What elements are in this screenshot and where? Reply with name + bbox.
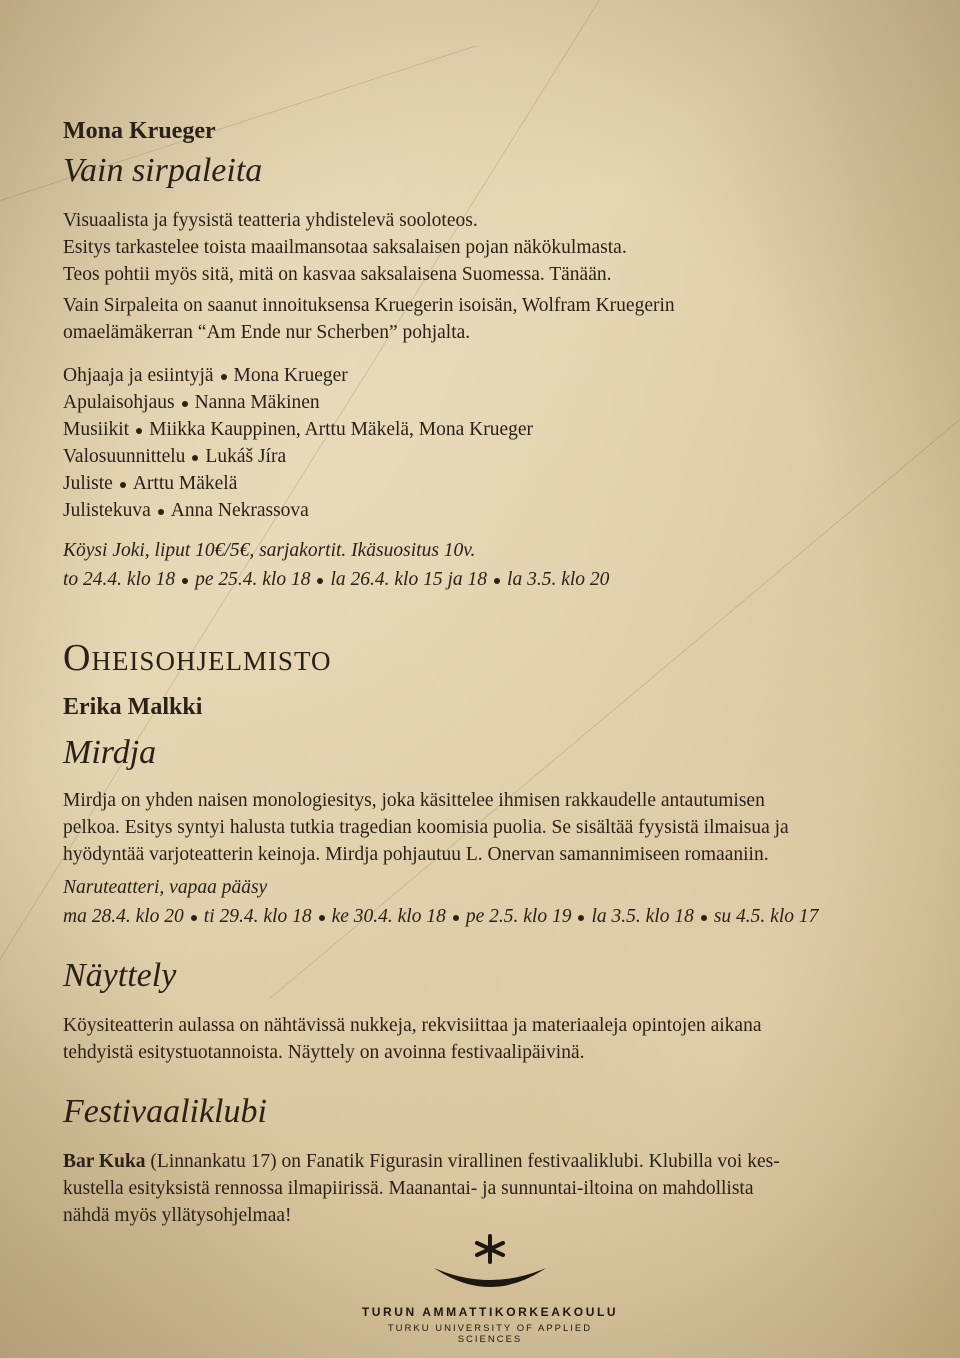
date-item: pe 25.4. klo 18 <box>195 569 311 590</box>
club-text-line: kustella esityksistä rennossa ilmapiirissä. Maanantai- ja sunnuntai-iltoina on mahdollista <box>63 1178 754 1199</box>
credit-name: Nanna Mäkinen <box>194 392 320 413</box>
logo-name-en: TURKU UNIVERSITY OF APPLIED SCIENCES <box>387 1323 593 1345</box>
bullet-dot <box>317 578 323 584</box>
credit-name: Miikka Kauppinen, Arttu Mäkelä, Mona Krueger <box>149 419 534 440</box>
event1-title: Vain sirpaleita <box>63 152 263 189</box>
bullet-dot <box>319 915 325 921</box>
date-item: ti 29.4. klo 18 <box>203 906 312 927</box>
club-text-line: nähdä myös yllätysohjelmaa! <box>63 1205 292 1226</box>
poster-content <box>63 115 903 1229</box>
club-section <box>63 1090 903 1229</box>
credit-row <box>63 443 903 470</box>
date-item: pe 2.5. klo 19 <box>465 906 572 927</box>
date-item: la 26.4. klo 15 ja 18 <box>330 569 488 590</box>
event2-dates <box>63 903 903 930</box>
section-heading-oheisohjelmisto: Oheisohjelmisto <box>63 637 332 679</box>
date-item: la 3.5. klo 20 <box>507 569 610 590</box>
credit-role: Julistekuva <box>63 500 151 521</box>
event1-credits <box>63 362 903 524</box>
event2-description-line: pelkoa. Esitys syntyi halusta tutkia tragedian koomisia puolia. Se sisältää fyysistä ilmaisua ja <box>63 817 789 838</box>
date-item: ke 30.4. klo 18 <box>331 906 446 927</box>
event2-venue: Naruteatteri, vapaa pääsy <box>63 877 268 898</box>
turku-amk-logo <box>360 1232 620 1345</box>
event2-description-line: hyödyntää varjoteatterin keinoja. Mirdja pohjautuu L. Onervan samannimiseen romaaniin. <box>63 844 769 865</box>
credit-row <box>63 362 903 389</box>
event1-description-line: Visuaalista ja fyysistä teatteria yhdistelevä sooloteos. <box>63 210 478 231</box>
bullet-dot <box>136 428 142 434</box>
date-item: to 24.4. klo 18 <box>63 569 176 590</box>
bullet-dot <box>494 578 500 584</box>
credit-row <box>63 470 903 497</box>
exhibition-text-line: Köysiteatterin aulassa on nähtävissä nukkeja, rekvisiittaa ja materiaaleja opintojen aikana <box>63 1015 762 1036</box>
bullet-dot <box>158 509 164 515</box>
event2-artist: Erika Malkki <box>63 694 203 720</box>
event2-description-line: Mirdja on yhden naisen monologiesitys, joka käsittelee ihmisen rakkaudelle antautumisen <box>63 790 765 811</box>
club-title: Festivaaliklubi <box>63 1093 267 1130</box>
credit-role: Musiikit <box>63 419 130 440</box>
credit-name: Lukáš Jíra <box>205 446 287 467</box>
event2-title: Mirdja <box>63 734 157 771</box>
bullet-dot <box>191 915 197 921</box>
logo-name-fi: TURUN AMMATTIKORKEAKOULU <box>361 1305 619 1319</box>
bullet-dot <box>221 374 227 380</box>
date-item: ma 28.4. klo 20 <box>63 906 184 927</box>
bar-name: Bar Kuka <box>63 1151 146 1172</box>
credit-role: Valosuunnittelu <box>63 446 186 467</box>
exhibition-title: Näyttely <box>63 957 177 994</box>
event1-dates <box>63 566 903 593</box>
event1-venue: Köysi Joki, liput 10€/5€, sarjakortit. Ikäsuositus 10v. <box>63 540 476 561</box>
asterisk-smile-icon <box>420 1232 560 1296</box>
event1-description-line: Teos pohtii myös sitä, mitä on kasvaa saksalaisena Suomessa. Tänään. <box>63 264 612 285</box>
event-vain-sirpaleita <box>63 115 903 593</box>
event1-artist: Mona Krueger <box>63 118 216 144</box>
bullet-dot <box>120 482 126 488</box>
bullet-dot <box>578 915 584 921</box>
bullet-dot <box>182 578 188 584</box>
bullet-dot <box>701 915 707 921</box>
credit-row <box>63 416 903 443</box>
credit-role: Apulaisohjaus <box>63 392 175 413</box>
date-item: su 4.5. klo 17 <box>713 906 819 927</box>
bullet-dot <box>192 455 198 461</box>
event-mirdja <box>63 691 903 930</box>
credit-name: Arttu Mäkelä <box>132 473 238 494</box>
bullet-dot <box>453 915 459 921</box>
credit-name: Anna Nekrassova <box>170 500 309 521</box>
credit-role: Ohjaaja ja esiintyjä <box>63 365 214 386</box>
event1-inspiration-line: Vain Sirpaleita on saanut innoituksensa Kruegerin isoisän, Wolfram Kruegerin <box>63 295 675 316</box>
credit-name: Mona Krueger <box>233 365 348 386</box>
credit-row <box>63 389 903 416</box>
credit-row <box>63 497 903 524</box>
club-text-rest: (Linnankatu 17) on Fanatik Figurasin virallinen festivaaliklubi. Klubilla voi kes- <box>145 1151 780 1172</box>
club-text-line <box>63 1148 903 1175</box>
exhibition-section <box>63 954 903 1066</box>
credit-role: Juliste <box>63 473 113 494</box>
event1-description-line: Esitys tarkastelee toista maailmansotaa saksalaisen pojan näkökulmasta. <box>63 237 627 258</box>
exhibition-text-line: tehdyistä esitystuotannoista. Näyttely on avoinna festivaalipäivinä. <box>63 1042 585 1063</box>
event1-inspiration-line: omaelämäkerran “Am Ende nur Scherben” pohjalta. <box>63 322 471 343</box>
bullet-dot <box>182 401 188 407</box>
date-item: la 3.5. klo 18 <box>591 906 694 927</box>
